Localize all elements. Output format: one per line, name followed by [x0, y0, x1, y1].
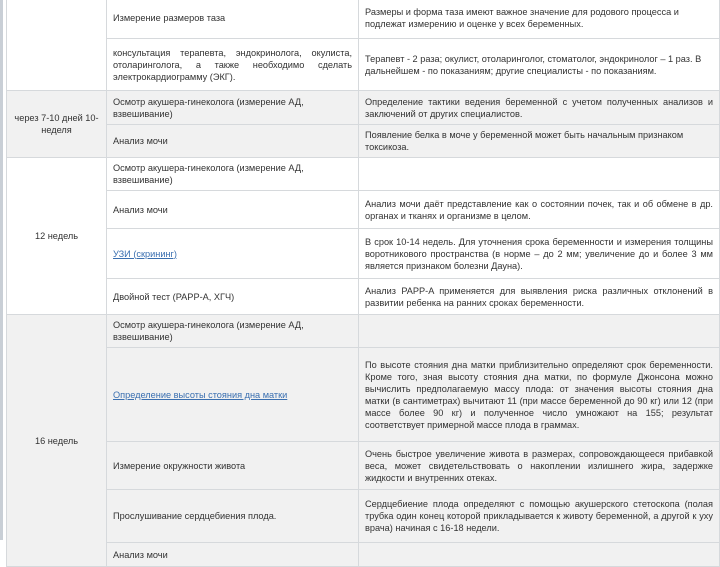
period-cell: 16 недель	[7, 315, 107, 567]
exam-cell: Анализ мочи	[107, 191, 359, 229]
table-row	[7, 91, 720, 125]
table-row	[7, 348, 720, 442]
exam-cell: Анализ мочи	[107, 543, 359, 567]
note-cell: Очень быстрое увеличение живота в размерах, сопровождающееся прибавкой веса, может свидетельствовать о накоплении излишнего жира, задержке жидкости и внутренних отеках.	[359, 442, 720, 490]
table-row	[7, 158, 720, 191]
table-row	[7, 125, 720, 158]
exam-cell: Осмотр акушера-гинеколога (измерение АД, взвешивание)	[107, 158, 359, 191]
table-row	[7, 543, 720, 567]
exam-cell-link	[107, 229, 359, 279]
exam-cell: Измерение окружности живота	[107, 442, 359, 490]
page-left-edge	[0, 0, 3, 540]
note-cell: Определение тактики ведения беременной с учетом полученных анализов и заключений от других специалистов.	[359, 91, 720, 125]
exam-cell: Измерение размеров таза	[107, 0, 359, 39]
fundal-height-link[interactable]: Определение высоты стояния дна матки	[113, 389, 288, 400]
note-cell	[359, 543, 720, 567]
table-row	[7, 315, 720, 348]
table-row	[7, 442, 720, 490]
usg-screening-link[interactable]: УЗИ (скрининг)	[113, 248, 177, 259]
note-cell: Терапевт - 2 раза; окулист, отоларинголог, стоматолог, эндокринолог – 1 раз. В дальнейшем - по показаниям; другие специалисты - по показаниям.	[359, 39, 720, 91]
table-row	[7, 279, 720, 315]
note-cell: Сердцебиение плода определяют с помощью акушерского стетоскопа (полая трубка один конец которой прикладывается к животу беременной, а другой к уху врача) начиная с 16-18 недели.	[359, 490, 720, 543]
table-row	[7, 490, 720, 543]
note-cell: Анализ мочи даёт представление как о состоянии почек, так и об обмене в др. органах и тканях и организме в целом.	[359, 191, 720, 229]
note-cell: По высоте стояния дна матки приблизительно определяют срок беременности. Кроме того, зная высоту стояния дна матки, по формуле Джонсона можно вычислить предполагаемую массу плода: от значения высоты стояния дна матки (в сантиметрах) вычитают 11 (при массе беременной до 90 кг) или 12 (при массе более 90 кг) и полученное число умножают на 155; результат соответствует примерной массе плода в граммах.	[359, 348, 720, 442]
note-cell: Размеры и форма таза имеют важное значение для родового процесса и подлежат измерению и оценке у всех беременных.	[359, 0, 720, 39]
exam-cell-link	[107, 348, 359, 442]
exam-cell: Осмотр акушера-гинеколога (измерение АД, взвешивание)	[107, 91, 359, 125]
note-cell: Анализ PAPP-A применяется для выявления риска различных отклонений в развитии ребенка на ранних сроках беременности.	[359, 279, 720, 315]
note-cell: Появление белка в моче у беременной может быть начальным признаком токсикоза.	[359, 125, 720, 158]
pregnancy-exam-schedule-table	[6, 0, 720, 567]
note-cell: В срок 10-14 недель. Для уточнения срока беременности и измерения толщины воротникового пространства (в норме – до 2 мм; увеличение до и более 3 мм является признаком болезни Дауна).	[359, 229, 720, 279]
exam-cell: Двойной тест (PAPP-A, ХГЧ)	[107, 279, 359, 315]
period-cell: 12 недель	[7, 158, 107, 315]
note-cell	[359, 315, 720, 348]
table-row	[7, 39, 720, 91]
period-cell-empty	[7, 0, 107, 91]
table-row	[7, 229, 720, 279]
exam-cell: Прослушивание сердцебиения плода.	[107, 490, 359, 543]
exam-cell: Анализ мочи	[107, 125, 359, 158]
period-cell: через 7-10 дней 10-неделя	[7, 91, 107, 158]
table-row	[7, 0, 720, 39]
table-row	[7, 191, 720, 229]
exam-cell: Осмотр акушера-гинеколога (измерение АД, взвешивание)	[107, 315, 359, 348]
note-cell	[359, 158, 720, 191]
exam-cell: консультация терапевта, эндокринолога, окулиста, отоларинголога, а также необходимо сделать электрокардиограмму (ЭКГ).	[107, 39, 359, 91]
